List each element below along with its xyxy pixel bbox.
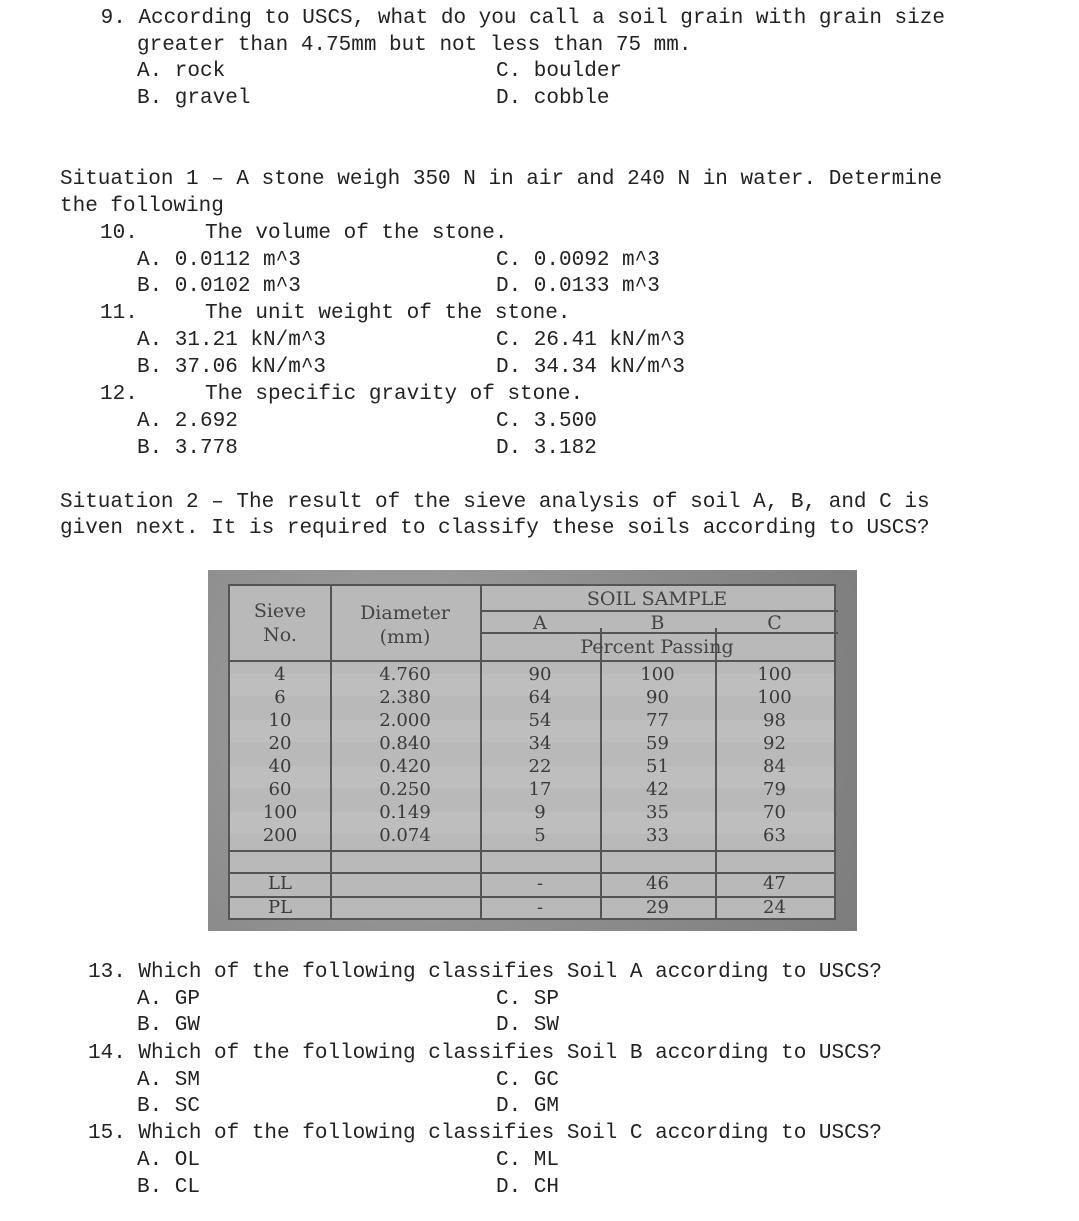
table-cell-b: 51 [646, 756, 669, 777]
table-cell-b: 33 [646, 825, 669, 846]
table-cell-a: 34 [528, 733, 552, 754]
table-cell-a: 64 [528, 687, 552, 708]
table-cell-sieve: 20 [268, 733, 292, 754]
table-cell-dia: 0.074 [379, 825, 431, 846]
limit-label-ll: LL [268, 873, 292, 894]
question-11-number: 11. [100, 302, 138, 325]
question-9-option-c: C. boulder [496, 60, 623, 83]
sieve-analysis-table [228, 584, 836, 920]
table-cell-a: 90 [528, 664, 552, 685]
table-cell-b: 90 [646, 687, 669, 708]
question-12-option-c: C. 3.500 [496, 410, 597, 433]
limit-ll-a: - [536, 873, 544, 894]
situation-2-text-cont: given next. It is required to classify these soils according to USCS? [60, 517, 930, 540]
question-13-option-b: B. GW [137, 1014, 201, 1037]
limit-ll-b: 46 [646, 873, 669, 894]
question-15-text: 15. Which of the following classifies Soil C according to USCS? [88, 1122, 882, 1145]
header-col-a: A [533, 612, 547, 634]
header-diameter-unit: (mm) [379, 626, 431, 648]
table-cell-c: 98 [763, 710, 786, 731]
table-cell-sieve: 40 [268, 756, 292, 777]
limit-label-pl: PL [267, 897, 293, 918]
question-10-option-b: B. 0.0102 m^3 [137, 275, 301, 298]
header-col-c: C [767, 612, 782, 634]
question-14-option-b: B. SC [137, 1095, 201, 1118]
question-12-text: The specific gravity of stone. [205, 383, 584, 406]
table-cell-dia: 0.420 [379, 756, 431, 777]
table-cell-c: 79 [763, 779, 786, 800]
table-cell-b: 35 [646, 802, 669, 823]
table-cell-b: 100 [640, 664, 675, 685]
header-percent-passing: Percent Passing [580, 636, 734, 658]
table-cell-sieve: 10 [268, 710, 292, 731]
question-14-option-a: A. SM [137, 1069, 201, 1092]
situation-2-text: Situation 2 – The result of the sieve analysis of soil A, B, and C is [60, 491, 930, 514]
header-sieve-no: No. [263, 624, 297, 646]
question-10-number: 10. [100, 222, 138, 245]
question-9-option-d: D. cobble [496, 87, 610, 110]
question-15-option-d: D. CH [496, 1176, 560, 1199]
table-cell-sieve: 4 [274, 664, 286, 685]
question-11-option-c: C. 26.41 kN/m^3 [496, 329, 686, 352]
situation-1-text: Situation 1 – A stone weigh 350 N in air and 240 N in water. Determine [60, 168, 943, 191]
question-9-option-b: B. gravel [137, 87, 251, 110]
header-col-b: B [650, 612, 665, 634]
question-12-option-a: A. 2.692 [137, 410, 238, 433]
table-cell-c: 84 [763, 756, 786, 777]
question-11-option-d: D. 34.34 kN/m^3 [496, 356, 686, 379]
table-cell-a: 9 [534, 802, 546, 823]
table-cell-c: 63 [763, 825, 786, 846]
question-11-text: The unit weight of the stone. [205, 302, 571, 325]
table-cell-dia: 2.000 [379, 710, 431, 731]
table-cell-sieve: 60 [268, 779, 292, 800]
limit-ll-c: 47 [763, 873, 786, 894]
table-cell-dia: 4.760 [379, 664, 431, 685]
question-15-option-a: A. OL [137, 1149, 201, 1172]
question-10-option-c: C. 0.0092 m^3 [496, 249, 660, 272]
table-cell-c: 100 [757, 687, 792, 708]
table-cell-c: 70 [763, 802, 786, 823]
question-11-option-a: A. 31.21 kN/m^3 [137, 329, 327, 352]
question-13-text: 13. Which of the following classifies Soil A according to USCS? [88, 961, 882, 984]
table-cell-b: 59 [646, 733, 669, 754]
question-14-option-d: D. GM [496, 1095, 560, 1118]
sieve-table-photo [208, 570, 857, 931]
question-9-text-cont: greater than 4.75mm but not less than 75 mm. [137, 34, 692, 57]
question-9-option-a: A. rock [137, 60, 226, 83]
table-cell-sieve: 6 [274, 687, 286, 708]
question-13-option-c: C. SP [496, 988, 560, 1011]
question-14-text: 14. Which of the following classifies Soil B according to USCS? [88, 1042, 882, 1065]
question-13-option-d: D. SW [496, 1014, 560, 1037]
header-soil-sample: SOIL SAMPLE [586, 588, 728, 610]
table-cell-dia: 0.840 [379, 733, 431, 754]
table-cell-a: 54 [528, 710, 552, 731]
limit-pl-c: 24 [763, 897, 786, 918]
table-cell-a: 22 [528, 756, 552, 777]
question-9-text: 9. According to USCS, what do you call a soil grain with grain size [88, 7, 945, 30]
question-10-option-a: A. 0.0112 m^3 [137, 249, 301, 272]
table-cell-dia: 0.250 [379, 779, 431, 800]
question-10-option-d: D. 0.0133 m^3 [496, 275, 660, 298]
table-cell-b: 77 [646, 710, 669, 731]
question-10-text: The volume of the stone. [205, 222, 508, 245]
question-12-number: 12. [100, 383, 138, 406]
table-cell-a: 5 [534, 825, 546, 846]
question-15-option-c: C. ML [496, 1149, 560, 1172]
header-diameter: Diameter [360, 602, 450, 624]
question-15-option-b: B. CL [137, 1176, 201, 1199]
table-cell-b: 42 [646, 779, 669, 800]
question-11-option-b: B. 37.06 kN/m^3 [137, 356, 327, 379]
table-cell-sieve: 200 [262, 825, 298, 846]
table-cell-c: 100 [757, 664, 792, 685]
question-12-option-b: B. 3.778 [137, 437, 238, 460]
table-cell-a: 17 [528, 779, 552, 800]
table-cell-dia: 0.149 [379, 802, 431, 823]
question-12-option-d: D. 3.182 [496, 437, 597, 460]
question-13-option-a: A. GP [137, 988, 201, 1011]
table-cell-c: 92 [763, 733, 786, 754]
question-14-option-c: C. GC [496, 1069, 560, 1092]
table-cell-sieve: 100 [262, 802, 298, 823]
situation-1-text-cont: the following [60, 195, 224, 218]
limit-pl-a: - [536, 897, 544, 918]
header-sieve: Sieve [253, 600, 307, 622]
table-cell-dia: 2.380 [379, 687, 431, 708]
limit-pl-b: 29 [646, 897, 669, 918]
